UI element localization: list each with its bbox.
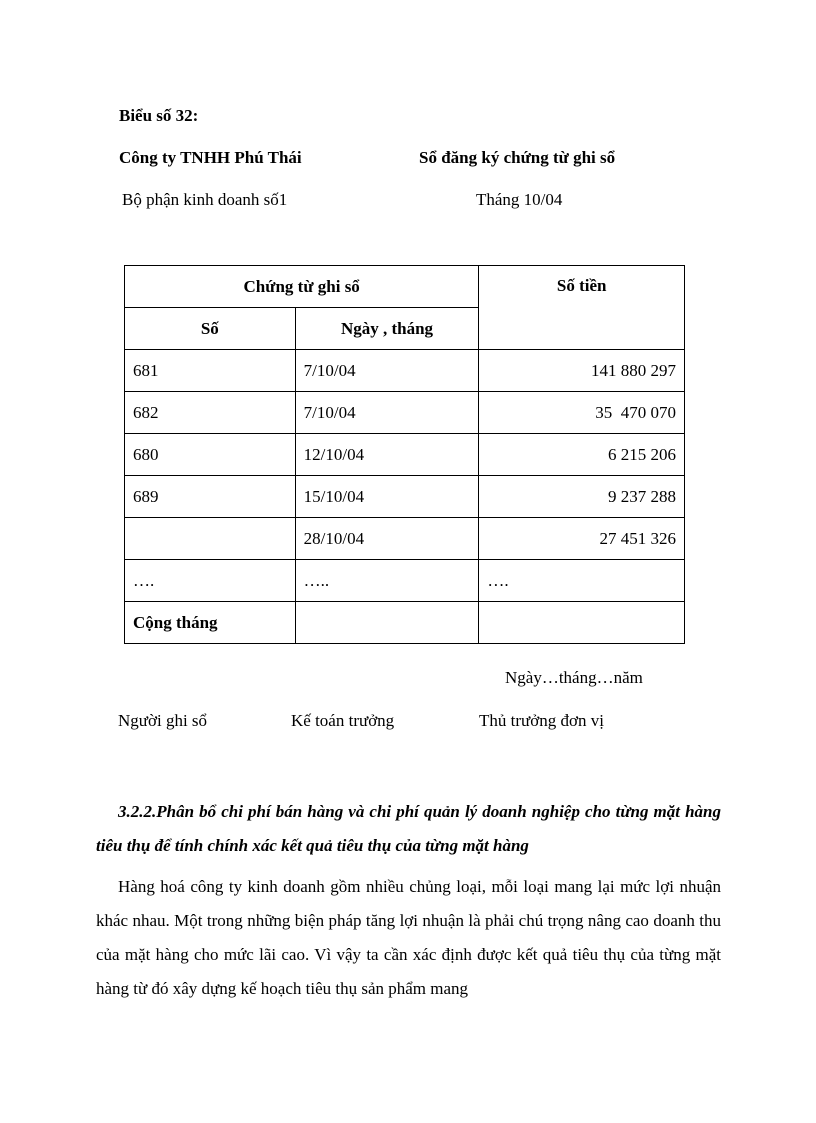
row-number: 682: [125, 392, 296, 434]
form-number: Biểu số 32:: [119, 106, 199, 125]
row-date: …..: [295, 560, 479, 602]
row-amount: 35 470 070: [479, 392, 685, 434]
date-line: Ngày…tháng…năm: [505, 668, 643, 687]
table-row: [125, 518, 685, 560]
row-amount: 141 880 297: [479, 350, 685, 392]
row-date: 7/10/04: [295, 392, 479, 434]
table-row: [125, 434, 685, 476]
table-row: [125, 476, 685, 518]
row-amount: 6 215 206: [479, 434, 685, 476]
col-number-header: Số: [125, 308, 296, 350]
table-row: [125, 350, 685, 392]
company-name: Công ty TNHH Phú Thái: [119, 148, 302, 167]
row-date: 7/10/04: [295, 350, 479, 392]
row-number: 689: [125, 476, 296, 518]
row-number: 681: [125, 350, 296, 392]
row-number: [125, 518, 296, 560]
row-amount: ….: [479, 560, 685, 602]
register-title: Sổ đăng ký chứng từ ghi sổ: [419, 148, 616, 167]
voucher-register-table: [124, 265, 685, 644]
group-header: Chứng từ ghi sổ: [125, 266, 479, 308]
row-number: 680: [125, 434, 296, 476]
row-number: ….: [125, 560, 296, 602]
row-date: 28/10/04: [295, 518, 479, 560]
table-row: [125, 560, 685, 602]
col-date-header: Ngày , tháng: [295, 308, 479, 350]
row-amount: 9 237 288: [479, 476, 685, 518]
table-row: [125, 392, 685, 434]
period: Tháng 10/04: [476, 190, 563, 209]
total-label: Cộng tháng: [125, 602, 296, 644]
row-amount: 27 451 326: [479, 518, 685, 560]
total-date-cell: [295, 602, 479, 644]
row-date: 15/10/04: [295, 476, 479, 518]
signature-recorder: Người ghi sổ: [118, 711, 208, 730]
department: Bộ phận kinh doanh số1: [122, 190, 288, 209]
row-date: 12/10/04: [295, 434, 479, 476]
signature-head: Thủ trưởng đơn vị: [479, 711, 604, 730]
body-paragraph: Hàng hoá công ty kinh doanh gồm nhiều chủng loại, mỗi loại mang lại mức lợi nhuận khác nhau. Một trong những biện pháp tăng lợi nhuận là phải chú trọng nâng cao doanh thu của mặt hàng cho mức lãi cao. Vì vậy ta cần xác định được kết quả tiêu thụ của từng mặt hàng từ đó xây dựng kế hoạch tiêu thụ sản phẩm mang: [96, 877, 721, 998]
total-row: [125, 602, 685, 644]
total-amount-cell: [479, 602, 685, 644]
section-heading: 3.2.2.Phân bổ chi phí bán hàng và chi phí quản lý doanh nghiệp cho từng mặt hàng tiêu thụ để tính chính xác kết quả tiêu thụ của từng mặt hàng: [96, 802, 721, 855]
signature-chief-accountant: Kế toán trưởng: [291, 711, 395, 730]
amount-header: Số tiền: [479, 266, 685, 350]
